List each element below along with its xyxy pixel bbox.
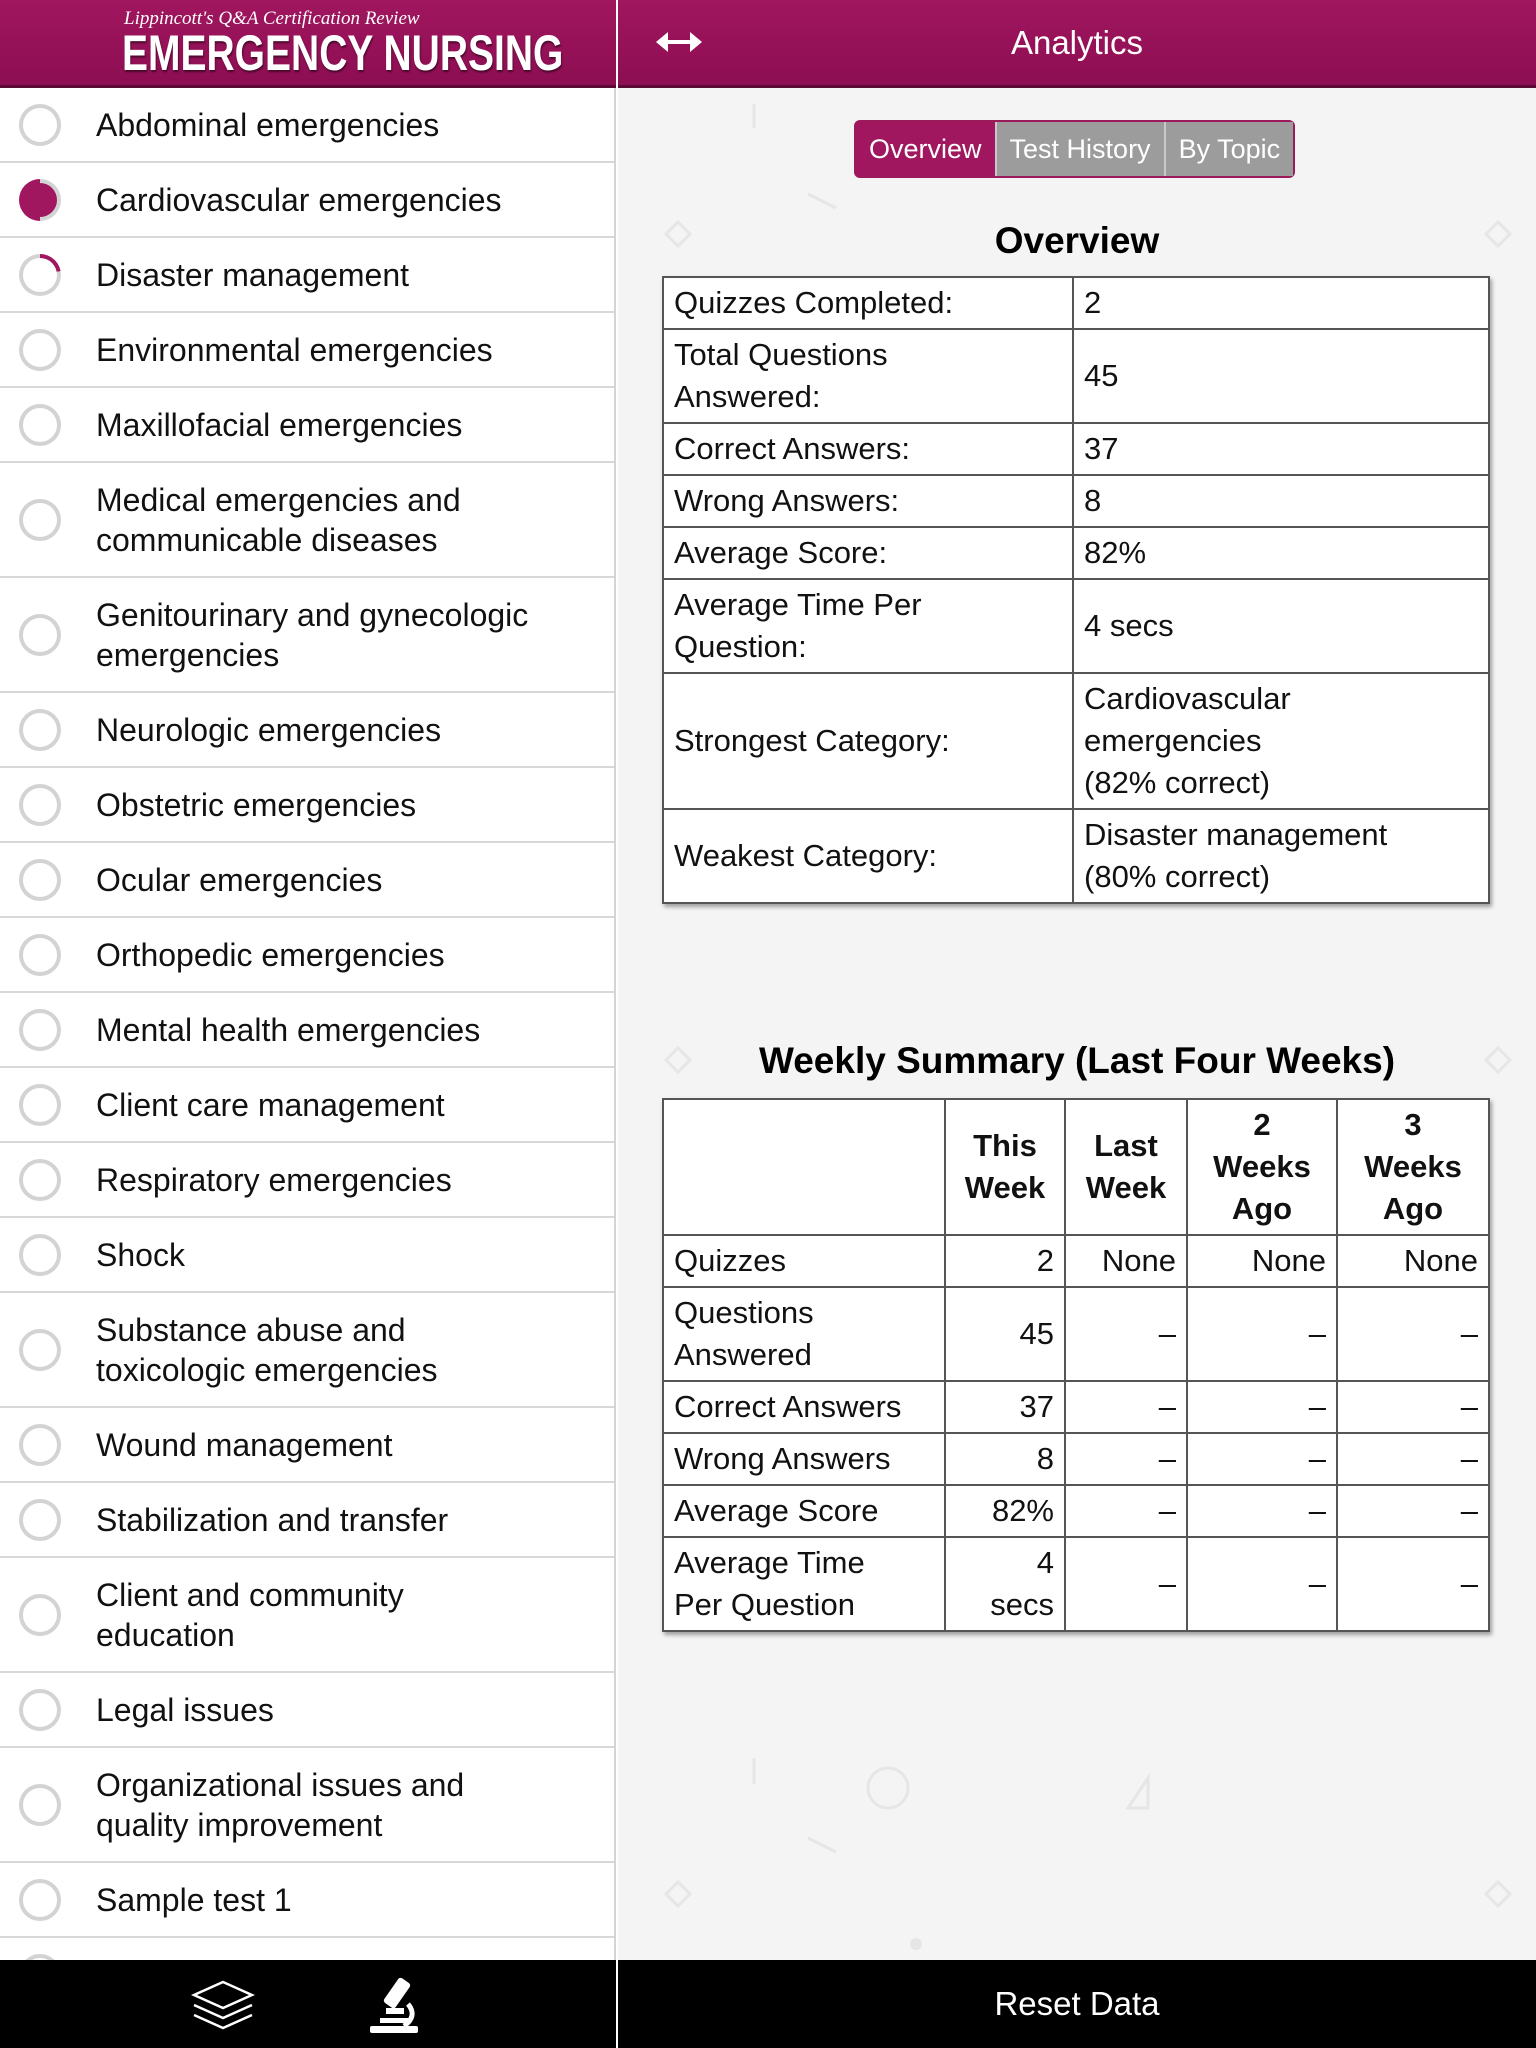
sidebar	[0, 0, 616, 2048]
topic-list	[0, 88, 616, 1960]
progress-ring-icon	[19, 1329, 61, 1371]
topic-item[interactable]	[0, 1483, 614, 1558]
topic-item[interactable]	[0, 693, 614, 768]
brand-subtitle: Lippincott's Q&A Certification Review	[124, 8, 420, 29]
tab-test-history[interactable]: Test History	[995, 122, 1164, 176]
weekly-row-label: Quizzes	[663, 1235, 945, 1287]
weekly-row-label: Average Score	[663, 1485, 945, 1537]
weekly-cell: –	[1187, 1537, 1337, 1631]
overview-row	[663, 277, 1489, 329]
weekly-row	[663, 1485, 1489, 1537]
progress-ring-icon	[19, 709, 61, 751]
sidebar-toolbar	[0, 1960, 616, 2048]
overview-value: 2	[1073, 277, 1489, 329]
page-title: Analytics	[1010, 24, 1144, 61]
overview-value: 4 secs	[1073, 579, 1489, 673]
weekly-cell: 4 secs	[945, 1537, 1065, 1631]
overview-row	[663, 673, 1489, 809]
overview-key: Total Questions Answered:	[663, 329, 1073, 423]
progress-ring-icon	[19, 1879, 61, 1921]
weekly-cell: –	[1065, 1537, 1187, 1631]
progress-ring-icon	[19, 329, 61, 371]
topic-item[interactable]	[0, 1863, 614, 1938]
overview-value: Disaster management (80% correct)	[1073, 809, 1489, 903]
weekly-row	[663, 1287, 1489, 1381]
overview-value: 45	[1073, 329, 1489, 423]
brand-title: EMERGENCY NURSING	[122, 25, 564, 81]
overview-value: 82%	[1073, 527, 1489, 579]
topic-item[interactable]	[0, 918, 614, 993]
overview-key: Quizzes Completed:	[663, 277, 1073, 329]
weekly-cell: –	[1065, 1433, 1187, 1485]
weekly-cell: –	[1337, 1537, 1489, 1631]
weekly-column-header: Last Week	[1065, 1099, 1187, 1235]
overview-key: Wrong Answers:	[663, 475, 1073, 527]
weekly-cell: 82%	[945, 1485, 1065, 1537]
progress-ring-icon	[19, 1594, 61, 1636]
weekly-row	[663, 1433, 1489, 1485]
overview-row	[663, 329, 1489, 423]
topic-label: Client and community education	[96, 1576, 404, 1653]
weekly-cell: –	[1337, 1485, 1489, 1537]
topic-label: Organizational issues and quality improvement	[96, 1766, 465, 1843]
overview-table	[662, 276, 1490, 904]
progress-ring-icon	[19, 1499, 61, 1541]
overview-key: Correct Answers:	[663, 423, 1073, 475]
topic-label: Cardiovascular emergencies	[96, 181, 502, 218]
progress-ring-icon	[19, 404, 61, 446]
overview-title: Overview	[994, 220, 1160, 261]
topic-item[interactable]	[0, 1748, 614, 1863]
topic-label: Environmental emergencies	[96, 331, 493, 368]
weekly-column-header: 3 Weeks Ago	[1337, 1099, 1489, 1235]
weekly-cell: –	[1065, 1287, 1187, 1381]
overview-key: Strongest Category:	[663, 673, 1073, 809]
topic-label: Orthopedic emergencies	[96, 936, 445, 973]
weekly-corner-cell	[663, 1099, 945, 1235]
reset-data-button[interactable]: Reset Data	[994, 1985, 1160, 2022]
overview-row	[663, 527, 1489, 579]
topic-item[interactable]	[0, 1218, 614, 1293]
tab-overview[interactable]: Overview	[856, 122, 995, 176]
topic-label: Ocular emergencies	[96, 861, 383, 898]
progress-ring-icon	[19, 1234, 61, 1276]
progress-ring-icon	[19, 1159, 61, 1201]
weekly-cell: –	[1337, 1433, 1489, 1485]
weekly-cell: None	[1337, 1235, 1489, 1287]
weekly-row	[663, 1381, 1489, 1433]
topic-label: Respiratory emergencies	[96, 1161, 452, 1198]
topic-label: Genitourinary and gynecologic emergencies	[96, 596, 529, 673]
weekly-cell: –	[1337, 1287, 1489, 1381]
weekly-row-label: Correct Answers	[663, 1381, 945, 1433]
topic-item[interactable]	[0, 843, 614, 918]
topic-label: Shock	[96, 1236, 185, 1273]
weekly-row-label: Average Time Per Question	[663, 1537, 945, 1631]
progress-ring-icon	[19, 1009, 61, 1051]
weekly-cell: –	[1187, 1287, 1337, 1381]
main-toolbar	[618, 1960, 1536, 2048]
weekly-cell: 45	[945, 1287, 1065, 1381]
weekly-cell: –	[1187, 1381, 1337, 1433]
overview-row	[663, 423, 1489, 475]
overview-row	[663, 809, 1489, 903]
topic-item[interactable]	[0, 163, 614, 238]
progress-ring-icon	[19, 859, 61, 901]
topic-item[interactable]	[0, 768, 614, 843]
topic-label: Legal issues	[96, 1691, 274, 1728]
weekly-row	[663, 1537, 1489, 1631]
overview-value: Cardiovascular emergencies (82% correct)	[1073, 673, 1489, 809]
topic-item[interactable]	[0, 1673, 614, 1748]
tab-by-topic[interactable]: By Topic	[1164, 122, 1294, 176]
analytics-panel	[618, 0, 1536, 2048]
progress-ring-icon	[19, 1084, 61, 1126]
weekly-row-label: Questions Answered	[663, 1287, 945, 1381]
topic-item[interactable]	[0, 238, 614, 313]
topic-label: Abdominal emergencies	[96, 106, 440, 143]
weekly-cell: None	[1187, 1235, 1337, 1287]
overview-value: 8	[1073, 475, 1489, 527]
weekly-summary-title: Weekly Summary (Last Four Weeks)	[758, 1040, 1396, 1081]
topic-item[interactable]	[0, 463, 614, 578]
topic-label: Mental health emergencies	[96, 1011, 481, 1048]
microscope-icon[interactable]	[364, 1974, 424, 2036]
topic-item[interactable]	[0, 313, 614, 388]
topic-item[interactable]	[0, 1558, 614, 1673]
progress-ring-icon	[19, 1424, 61, 1466]
topic-label: Medical emergencies and communicable diseases	[96, 481, 461, 558]
topic-label: Neurologic emergencies	[96, 711, 442, 748]
topic-item[interactable]	[0, 388, 614, 463]
overview-value: 37	[1073, 423, 1489, 475]
topic-label: Wound management	[96, 1426, 393, 1463]
topic-item[interactable]	[0, 1143, 614, 1218]
topic-item[interactable]	[0, 578, 614, 693]
progress-ring-icon	[19, 104, 61, 146]
progress-ring-icon	[19, 1784, 61, 1826]
progress-ring-icon	[19, 179, 61, 221]
progress-ring-icon	[19, 499, 61, 541]
weekly-cell: –	[1065, 1381, 1187, 1433]
overview-row	[663, 579, 1489, 673]
weekly-cell: –	[1337, 1381, 1489, 1433]
overview-row	[663, 475, 1489, 527]
topic-label: Sample test 1	[96, 1881, 292, 1918]
weekly-cell: –	[1187, 1485, 1337, 1537]
overview-key: Average Time Per Question:	[663, 579, 1073, 673]
topic-label: Obstetric emergencies	[96, 786, 417, 823]
topic-label: Maxillofacial emergencies	[96, 406, 463, 443]
weekly-cell: 37	[945, 1381, 1065, 1433]
weekly-row-label: Wrong Answers	[663, 1433, 945, 1485]
topic-item[interactable]	[0, 88, 614, 163]
analytics-tabs	[854, 120, 1295, 178]
progress-ring-icon	[19, 254, 61, 296]
overview-key: Average Score:	[663, 527, 1073, 579]
progress-ring-icon	[19, 1689, 61, 1731]
weekly-cell: 8	[945, 1433, 1065, 1485]
topic-label: Disaster management	[96, 256, 410, 293]
main-header	[618, 0, 1536, 88]
weekly-column-header: This Week	[945, 1099, 1065, 1235]
weekly-column-header: 2 Weeks Ago	[1187, 1099, 1337, 1235]
brand-header	[0, 0, 616, 88]
topic-item[interactable]	[0, 1408, 614, 1483]
topic-item[interactable]	[0, 1068, 614, 1143]
weekly-summary-table	[662, 1098, 1490, 1632]
topic-item[interactable]	[0, 1293, 614, 1408]
weekly-cell: 2	[945, 1235, 1065, 1287]
overview-key: Weakest Category:	[663, 809, 1073, 903]
topic-item[interactable]	[0, 993, 614, 1068]
topic-label: Substance abuse and toxicologic emergencies	[96, 1311, 438, 1388]
weekly-cell: None	[1065, 1235, 1187, 1287]
progress-ring-icon	[19, 784, 61, 826]
weekly-row	[663, 1235, 1489, 1287]
weekly-cell: –	[1065, 1485, 1187, 1537]
topic-label: Stabilization and transfer	[96, 1501, 449, 1538]
progress-ring-icon	[19, 934, 61, 976]
topic-label: Client care management	[96, 1086, 445, 1123]
weekly-cell: –	[1187, 1433, 1337, 1485]
progress-ring-icon	[19, 614, 61, 656]
layers-icon[interactable]	[190, 1978, 256, 2034]
